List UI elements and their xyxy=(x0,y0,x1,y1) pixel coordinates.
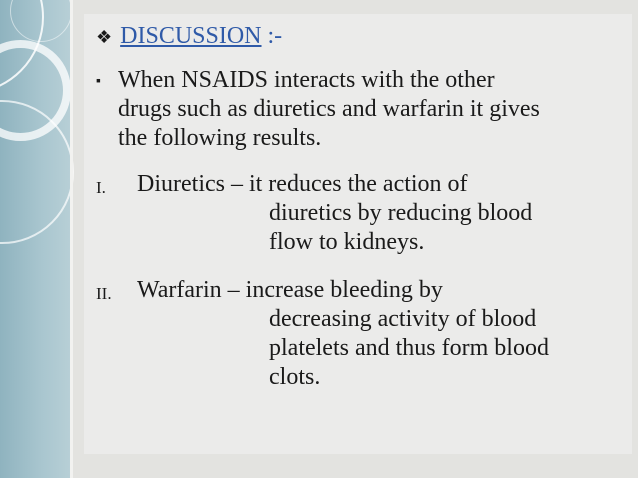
item-line: flow to kidneys. xyxy=(269,229,425,255)
decorative-sidebar xyxy=(0,0,70,478)
item-number: II. xyxy=(96,284,112,303)
item-heading: Warfarin – increase bleeding by xyxy=(137,277,443,303)
slide-heading xyxy=(96,22,282,52)
heading-suffix: :- xyxy=(267,23,283,49)
item-number: I. xyxy=(96,178,106,197)
paragraph-line: When NSAIDS interacts with the other xyxy=(118,67,495,93)
item-heading: Diuretics – it reduces the action of xyxy=(137,171,468,197)
item-line: decreasing activity of blood xyxy=(269,306,537,332)
paragraph-line: the following results. xyxy=(118,125,322,151)
sidebar-divider xyxy=(70,0,73,478)
item-line: diuretics by reducing blood xyxy=(269,200,533,226)
diamond-bullet-icon: ❖ xyxy=(96,27,113,47)
intro-paragraph xyxy=(118,66,540,153)
item-line: clots. xyxy=(269,364,321,390)
paragraph-line: drugs such as diuretics and warfarin it gives xyxy=(118,96,540,122)
square-bullet-icon: ▪ xyxy=(96,74,101,89)
item-continuation xyxy=(269,199,532,257)
heading-title: DISCUSSION xyxy=(120,23,262,49)
item-continuation xyxy=(269,305,549,392)
decorative-circle xyxy=(0,100,74,244)
item-line: platelets and thus form blood xyxy=(269,335,549,361)
